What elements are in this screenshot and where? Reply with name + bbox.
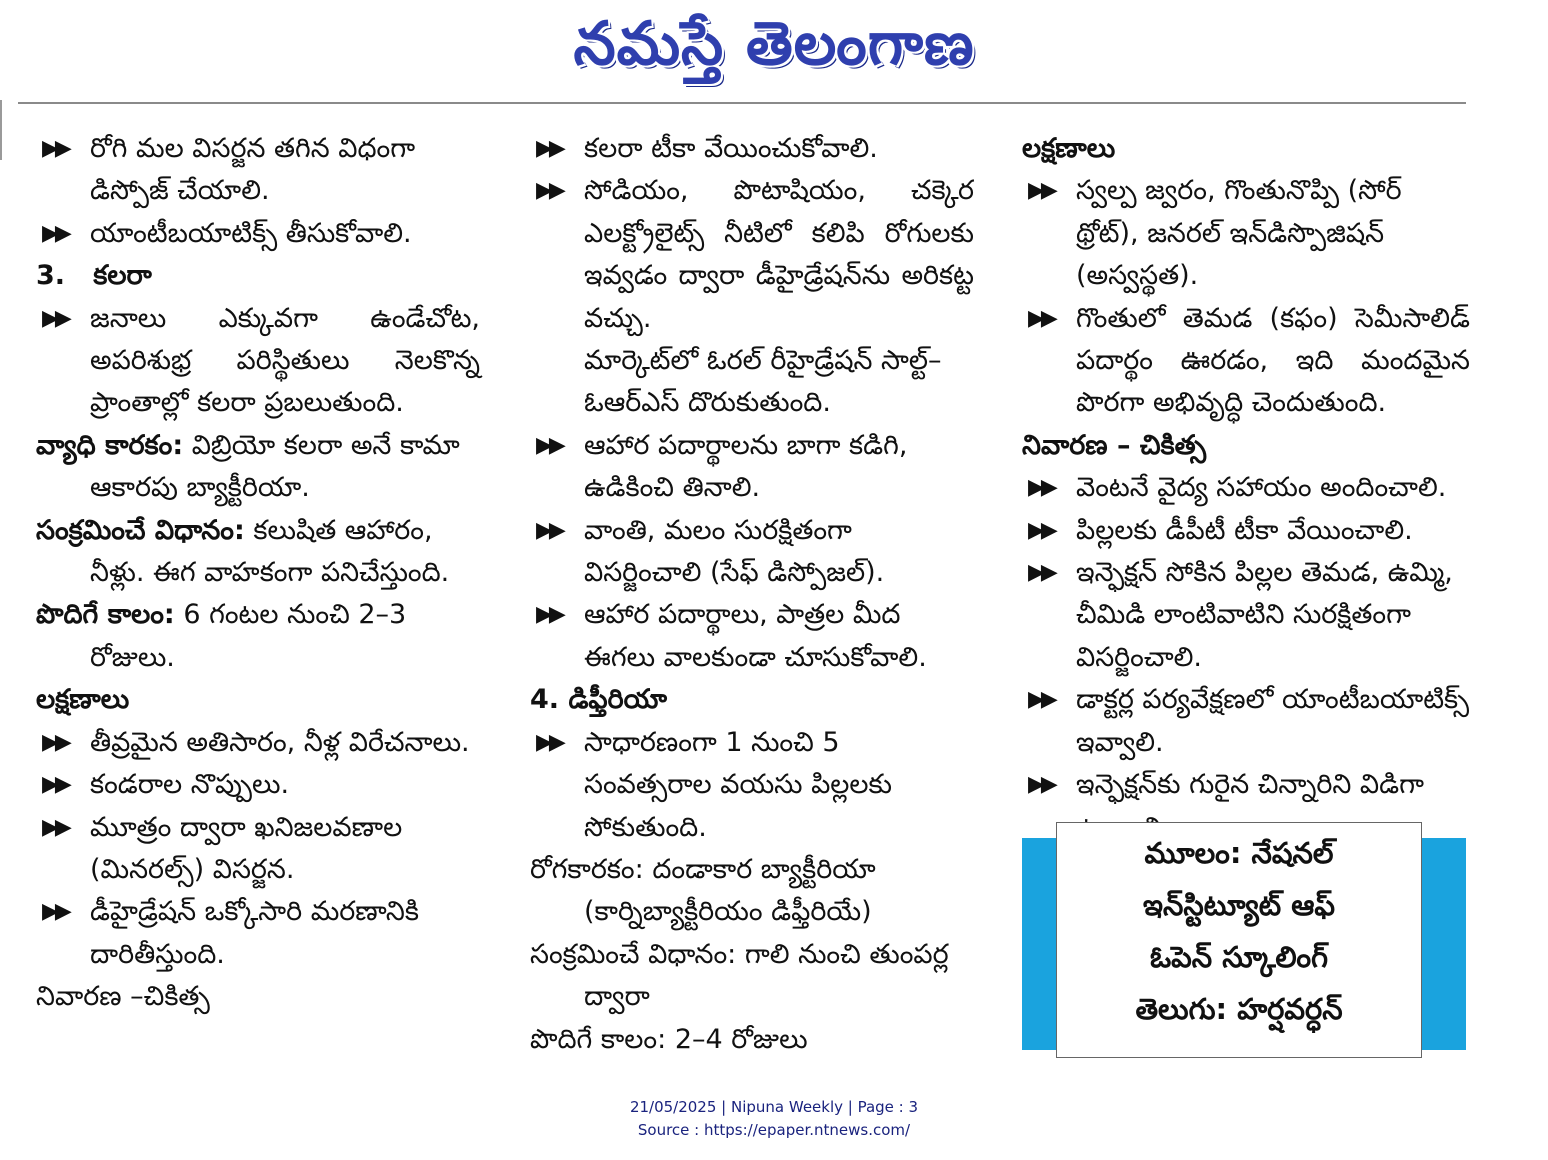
footer-source-line: Source : https://epaper.ntnews.com/ — [637, 1121, 911, 1139]
source-line: ఇన్‌స్టిట్యూట్ ఆఫ్ — [1143, 888, 1335, 922]
ors-note: మార్కెట్‌లో ఓరల్ రీహైడ్రేషన్ సాల్ట్– ఓఆర్ఎస్ దొరుకుతుంది. — [584, 345, 942, 419]
list-item: ▶▶ ఆహార పదార్థాలను బాగా కడిగి, ఉడికించి తినాలి. — [530, 425, 974, 510]
list-item: ▶▶ ఇన్ఫెక్షన్‌కు గురైన చిన్నారిని విడిగా — [1022, 764, 1470, 849]
list-item: ▶▶ తీవ్రమైన అతిసారం, నీళ్ల విరేచనాలు. — [36, 722, 480, 764]
page-footer — [0, 1096, 1548, 1142]
source-line: మూలం: నేషనల్ — [1144, 836, 1334, 870]
double-arrow-icon: ▶▶ — [42, 729, 68, 755]
list-item: ▶▶ సోడియం, పొటాషియం, చక్కెర ఎలక్ట్రోలైట్స్ నీటిలో కలిపి రోగులకు ఇవ్వడం ద్వారా డీహైడ్రేషన్‌ను అరికట్ట వచ్చు. — [530, 170, 974, 340]
symptoms-heading: లక్షణాలు — [1022, 133, 1116, 164]
list-item: ▶▶ స్వల్ప జ్వరం, గొంతునొప్పి (సోర్ థ్రోట్), జనరల్ ఇన్‌డిస్పొజిషన్ (అస్వస్థత). — [1022, 170, 1470, 297]
source-card — [1056, 822, 1422, 1058]
list-item: ▶▶ మూత్రం ద్వారా ఖనిజలవణాల (మినరల్స్) విసర్జన. — [36, 807, 480, 892]
list-item: ▶▶ వాంతి, మలం సురక్షితంగా విసర్జించాలి (సేఫ్ డిస్పోజల్). — [530, 510, 974, 595]
double-arrow-icon: ▶▶ — [1028, 772, 1054, 798]
column-1 — [36, 128, 480, 1019]
double-arrow-icon: ▶▶ — [42, 136, 68, 161]
symptoms-heading: లక్షణాలు — [36, 684, 130, 716]
list-item: ▶▶ డీహైడ్రేషన్ ఒక్కోసారి మరణానికి దారితీస్తుంది. — [36, 891, 480, 976]
source-credit-box — [1022, 822, 1466, 1054]
causative-agent: వ్యాధి కారకం: విబ్రియో కలరా అనే కామా ఆకారపు బ్యాక్టీరియా. — [36, 429, 460, 504]
transmission-mode: సంక్రమించే విధానం: గాలి నుంచి తుంపర్ల ద్వారా — [530, 938, 949, 1013]
section-heading-diphtheria: 4. డిఫ్తీరియా — [530, 684, 668, 716]
incubation-period: పొదిగే కాలం: 6 గంటల నుంచి 2–3 రోజులు. — [36, 599, 407, 673]
list-item: ▶▶ కండరాల నొప్పులు. — [36, 764, 480, 806]
footer-date-line: 21/05/2025 | Nipuna Weekly | Page : 3 — [629, 1098, 919, 1116]
list-item: ▶▶ పిల్లలకు డీపీటీ టీకా వేయించాలి. — [1022, 510, 1470, 552]
double-arrow-icon: ▶▶ — [1028, 178, 1054, 204]
double-arrow-icon: ▶▶ — [536, 517, 562, 543]
translator-line: తెలుగు: హర్షవర్ధన్ — [1135, 992, 1343, 1026]
incubation-period: పొదిగే కాలం: 2–4 రోజులు — [530, 1023, 808, 1055]
causative-agent: రోగకారకం: దండాకార బ్యాక్టీరియా (కార్నిబ్యాక్టీరియం డిఫ్తీరియే) — [530, 853, 876, 928]
column-3 — [1022, 128, 1470, 849]
prevention-heading: నివారణ –చికిత్స — [36, 981, 210, 1013]
list-item: ▶▶ యాంటీబయాటిక్స్ తీసుకోవాలి. — [36, 213, 480, 255]
double-arrow-icon: ▶▶ — [1028, 517, 1054, 543]
double-arrow-icon: ▶▶ — [1028, 560, 1054, 586]
double-arrow-icon: ▶▶ — [536, 729, 562, 755]
list-item: ▶▶ ఆహార పదార్థాలు, పాత్రల మీద ఈగలు వాలకుండా చూసుకోవాలి. — [530, 594, 974, 679]
double-arrow-icon: ▶▶ — [1028, 687, 1054, 713]
list-item: ▶▶ డాక్టర్ల పర్యవేక్షణలో యాంటీబయాటిక్స్ ఇవ్వాలి. — [1022, 679, 1470, 764]
transmission-mode: సంక్రమించే విధానం: కలుషిత ఆహారం, నీళ్లు. ఈగ వాహకంగా పనిచేస్తుంది. — [36, 514, 450, 589]
double-arrow-icon: ▶▶ — [42, 772, 68, 798]
masthead-logo: నమస్తే తెలంగాణ — [573, 9, 975, 79]
column-2 — [530, 128, 974, 1061]
list-item: ▶▶ రోగి మల విసర్జన తగిన విధంగా డిస్పోజ్ చేయాలి. — [36, 128, 480, 213]
double-arrow-icon: ▶▶ — [536, 136, 562, 161]
list-item: ▶▶ జనాలు ఎక్కువగా ఉండేచోట, అపరిశుభ్ర పరిస్థితులు నెలకొన్న ప్రాంతాల్లో కలరా ప్రబలుతుంది. — [36, 298, 480, 425]
prevention-heading: నివారణ – చికిత్స — [1022, 429, 1207, 461]
double-arrow-icon: ▶▶ — [42, 220, 68, 246]
list-item: ▶▶ ఇన్ఫెక్షన్ సోకిన పిల్లల తెమడ, ఉమ్మి, చీమిడి లాంటివాటిని సురక్షితంగా విసర్జించాలి. — [1022, 552, 1470, 679]
list-item: ▶▶ కలరా టీకా వేయించుకోవాలి. — [530, 128, 974, 170]
header-divider — [18, 102, 1466, 104]
double-arrow-icon: ▶▶ — [536, 432, 562, 458]
double-arrow-icon: ▶▶ — [42, 305, 68, 331]
list-item: ▶▶ సాధారణంగా 1 నుంచి 5 సంవత్సరాల వయసు పిల్లలకు సోకుతుంది. — [530, 722, 974, 849]
double-arrow-icon: ▶▶ — [536, 178, 562, 204]
double-arrow-icon: ▶▶ — [1028, 305, 1054, 331]
page-edge-mark — [0, 100, 2, 160]
double-arrow-icon: ▶▶ — [42, 899, 68, 925]
section-heading-cholera: 3. కలరా — [36, 260, 152, 292]
double-arrow-icon: ▶▶ — [42, 814, 68, 840]
list-item: ▶▶ వెంటనే వైద్య సహాయం అందించాలి. — [1022, 467, 1470, 509]
source-line: ఓపెన్ స్కూలింగ్ — [1149, 940, 1328, 974]
double-arrow-icon: ▶▶ — [536, 602, 562, 628]
list-item: ▶▶ గొంతులో తెమడ (కఫం) సెమీసాలిడ్ పదార్థం ఊరడం, ఇది మందమైన పొరగా అభివృద్ధి చెందుతుంది. — [1022, 298, 1470, 425]
double-arrow-icon: ▶▶ — [1028, 475, 1054, 501]
